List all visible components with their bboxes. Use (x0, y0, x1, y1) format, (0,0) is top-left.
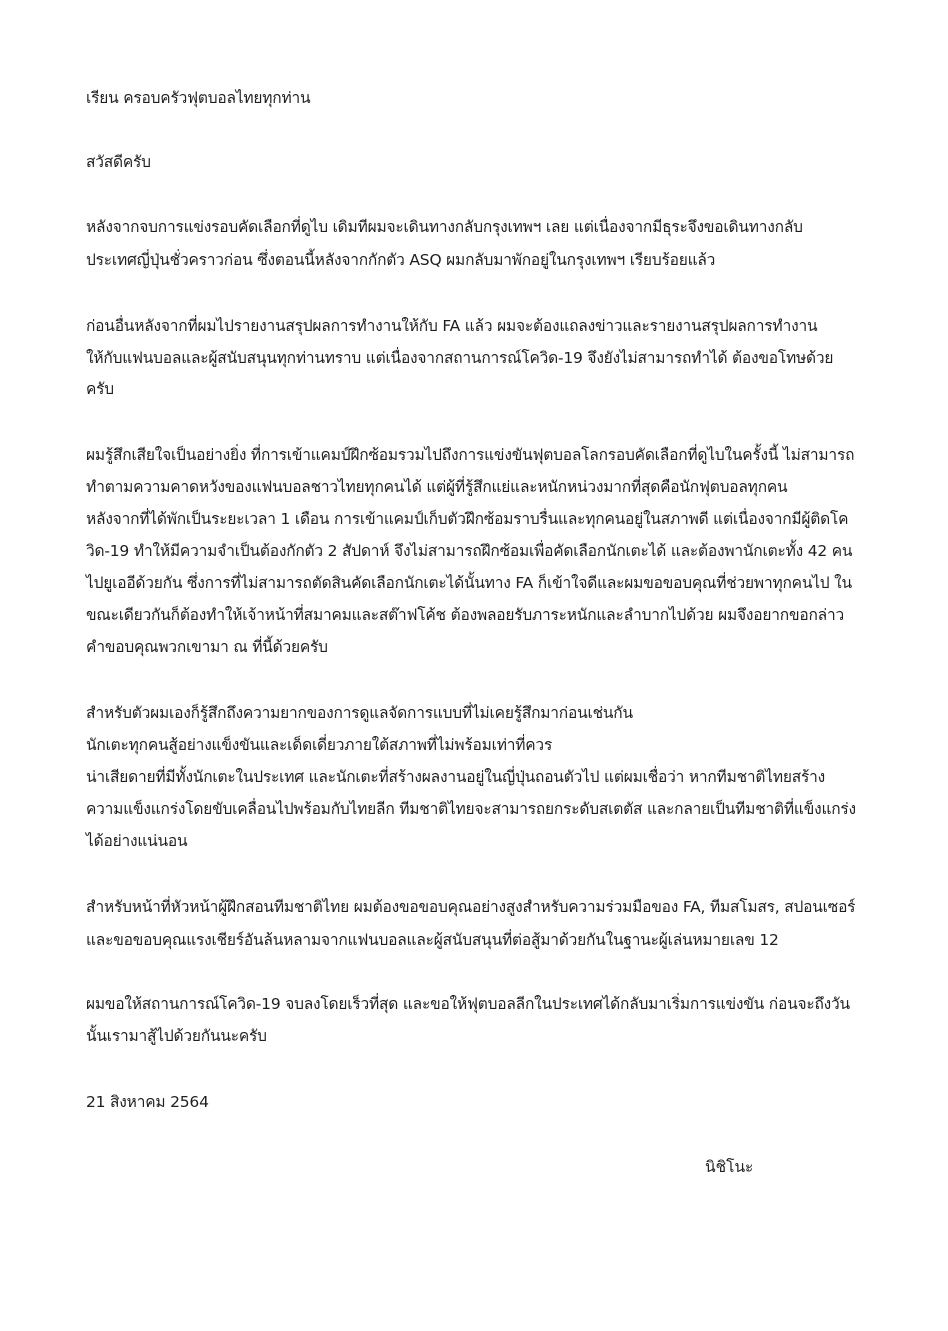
greeting: สวัสดีครับ (86, 153, 151, 171)
paragraph-line: และขอขอบคุณแรงเชียร์อันล้นหลามจากแฟนบอลและผู้สนับสนุนที่ต่อสู้มาด้วยกันในฐานะผู้เล่นหมายเลข 12 (86, 931, 779, 949)
paragraph-line: ไปยูเออีด้วยกัน ซึ่งการที่ไม่สามารถตัดสินคัดเลือกนักเตะได้นั้นทาง FA ก็เข้าใจดีและผมขอขอบคุณที่ช่วยพาทุกคนไป ใน (86, 574, 852, 592)
paragraph-line: วิด-19 ทำให้มีความจำเป็นต้องกักตัว 2 สัปดาห์ จึงไม่สามารถฝึกซ้อมเพื่อคัดเลือกนักเตะได้ และต้องพานักเตะทั้ง 42 คน (86, 542, 853, 560)
paragraph-line: ครับ (86, 380, 114, 398)
paragraph-line: สำหรับหน้าที่หัวหน้าผู้ฝึกสอนทีมชาติไทย ผมต้องขอขอบคุณอย่างสูงสำหรับความร่วมมือของ FA, ทีมสโมสร, สปอนเซอร์ (86, 898, 856, 916)
paragraph-line: ความแข็งแกร่งโดยขับเคลื่อนไปพร้อมกับไทยลีก ทีมชาติไทยจะสามารถยกระดับสเตตัส และกลายเป็นทีมชาติที่แข็งแกร่ง (86, 800, 856, 818)
paragraph-line: คำขอบคุณพวกเขามา ณ ที่นี้ด้วยครับ (86, 638, 328, 656)
paragraph-line: ผมขอให้สถานการณ์โควิด-19 จบลงโดยเร็วที่สุด และขอให้ฟุตบอลลีกในประเทศได้กลับมาเริ่มการแข่งขัน ก่อนจะถึงวัน (86, 995, 850, 1013)
paragraph-line: หลังจากที่ได้พักเป็นระยะเวลา 1 เดือน การเข้าแคมป์เก็บตัวฝึกซ้อมราบรื่นและทุกคนอยู่ในสภาพดี แต่เนื่องจากมีผู้ติดโค (86, 510, 849, 528)
paragraph-line: นั้นเรามาสู้ไปด้วยกันนะครับ (86, 1027, 267, 1045)
paragraph-line: สำหรับตัวผมเองก็รู้สึกถึงความยากของการดูแลจัดการแบบที่ไม่เคยรู้สึกมาก่อนเช่นกัน (86, 704, 633, 722)
paragraph-line: ก่อนอื่นหลังจากที่ผมไปรายงานสรุปผลการทำงานให้กับ FA แล้ว ผมจะต้องแถลงข่าวและรายงานสรุปผลการทำงาน (86, 317, 818, 335)
paragraph-line: ได้อย่างแน่นอน (86, 832, 188, 850)
paragraph-line: ให้กับแฟนบอลและผู้สนับสนุนทุกท่านทราบ แต่เนื่องจากสถานการณ์โควิด-19 จึงยังไม่สามารถทำได้ ต้องขอโทษด้วย (86, 349, 834, 367)
paragraph-line: ทำตามความคาดหวังของแฟนบอลชาวไทยทุกคนได้ แต่ผู้ที่รู้สึกแย่และหนักหน่วงมากที่สุดคือนักฟุตบอลทุกคน (86, 478, 788, 496)
paragraph-line: หลังจากจบการแข่งรอบคัดเลือกที่ดูไบ เดิมทีผมจะเดินทางกลับกรุงเทพฯ เลย แต่เนื่องจากมีธุระจึงขอเดินทางกลับ (86, 218, 803, 236)
paragraph-line: ประเทศญี่ปุ่นชั่วคราวก่อน ซึ่งตอนนี้หลังจากกักตัว ASQ ผมกลับมาพักอยู่ในกรุงเทพฯ เรียบร้อยแล้ว (86, 251, 716, 269)
signature: นิชิโนะ (705, 1158, 754, 1176)
paragraph-line: น่าเสียดายที่มีทั้งนักเตะในประเทศ และนักเตะที่สร้างผลงานอยู่ในญี่ปุ่นถอนตัวไป แต่ผมเชื่อว่า หากทีมชาติไทยสร้าง (86, 768, 826, 786)
paragraph-line: ผมรู้สึกเสียใจเป็นอย่างยิ่ง ที่การเข้าแคมป์ฝึกซ้อมรวมไปถึงการแข่งขันฟุตบอลโลกรอบคัดเลือกที่ดูไบในครั้งนี้ ไม่สามารถ (86, 446, 855, 464)
letter-date: 21 สิงหาคม 2564 (86, 1093, 209, 1111)
paragraph-line: ขณะเดียวกันก็ต้องทำให้เจ้าหน้าที่สมาคมและสต๊าฟโค้ช ต้องพลอยรับภาระหนักและลำบากไปด้วย ผมจึงอยากขอกล่าว (86, 606, 844, 624)
salutation: เรียน ครอบครัวฟุตบอลไทยทุกท่าน (86, 89, 311, 107)
paragraph-line: นักเตะทุกคนสู้อย่างแข็งขันและเด็ดเดี่ยวภายใต้สภาพที่ไม่พร้อมเท่าที่ควร (86, 736, 553, 754)
